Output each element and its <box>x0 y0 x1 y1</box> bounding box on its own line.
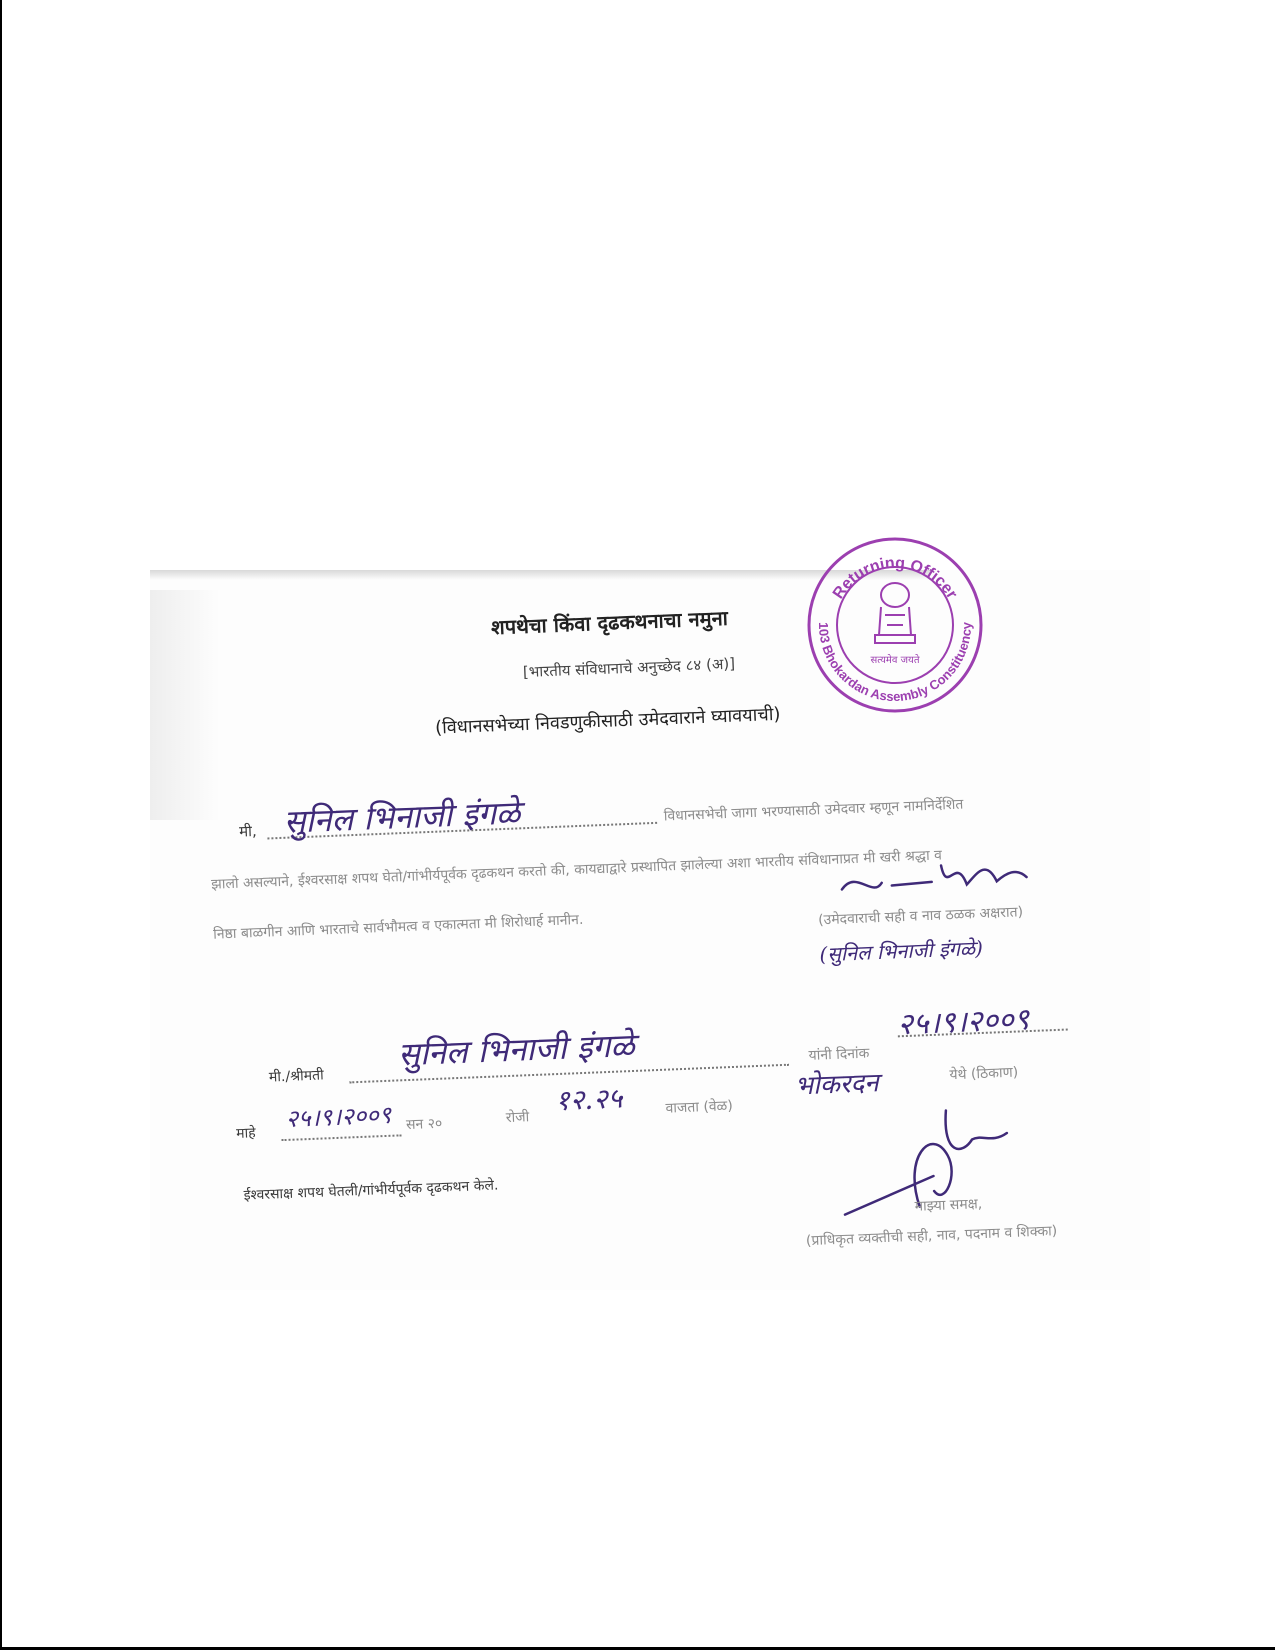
month-line <box>282 1134 402 1141</box>
candidate-handwritten-name: सुनिल भिनाजी इंगळे <box>283 793 521 841</box>
candidate-bracket-name: (सुनिल भिनाजी इंगळे) <box>819 935 984 967</box>
closing-line: ईश्वरसाक्ष शपथ घेतली/गांभीर्यपूर्वक दृढकथन केले. <box>243 1177 499 1204</box>
year-label: सन २० <box>405 1115 443 1134</box>
form-subtitle: [भारतीय संविधानाचे अनुच्छेद ८४ (अ)] <box>522 654 736 682</box>
authority-prefix: मी./श्रीमती <box>268 1067 324 1086</box>
time-label: रोजी <box>505 1109 530 1127</box>
candidate-prefix: मी, <box>238 821 258 841</box>
ashoka-emblem-icon <box>875 583 915 643</box>
candidate-signature <box>820 841 1042 910</box>
form-subtitle-election: (विधानसभेच्या निवडणुकीसाठी उमेदवाराने घ्यावयाची) <box>434 703 781 739</box>
candidate-signature-caption: (उमेदवाराची सही व नाव ठळक अक्षरात) <box>817 904 1024 929</box>
handwritten-date: २५।९।२००९ <box>896 1002 1030 1043</box>
stamp-bottom-text: 103 Bhokardan Assembly Constituency <box>815 622 975 705</box>
returning-officer-stamp <box>805 535 985 715</box>
form-title: शपथेचा किंवा दृढकथनाचा नमुना <box>490 605 729 640</box>
place-label: येथे (ठिकाण) <box>949 1064 1019 1084</box>
stamp-top-text: Returning Officer <box>829 554 961 602</box>
authority-caption: (प्राधिकृत व्यक्तीची सही, नाव, पदनाम व शिक्का) <box>805 1223 1058 1250</box>
authority-handwritten-name: सुनिल भिनाजी इंगळे <box>397 1025 636 1074</box>
time-suffix: वाजता (वेळ) <box>665 1098 734 1117</box>
handwritten-time: १२.२५ <box>554 1081 623 1118</box>
stamp-motto: सत्यमेव जयते <box>870 655 920 666</box>
oath-line-3: निष्ठा बाळगीन आणि भारताचे सार्वभौमत्व व एकात्मता मी शिरोधार्ह मानीन. <box>212 911 584 943</box>
date-label: यांनी दिनांक <box>808 1045 870 1064</box>
candidate-text-after-name: विधानसभेची जागा भरण्यासाठी उमेदवार म्हणून नामनिर्देशित <box>663 796 964 825</box>
handwritten-place: भोकरदन <box>794 1068 880 1102</box>
oath-line-2: झालो असल्याने, ईश्वरसाक्ष शपथ घेतो/गांभीर्यपूर्वक दृढकथन करतो की, कायद्याद्वारे प्रस्थापित झालेल्या अशा भारतीय संविधानाप्रत मी खरी श्रद्धा व <box>210 847 943 893</box>
month-label: माहे <box>235 1125 257 1142</box>
handwritten-month: २५।९।२००९ <box>285 1100 392 1133</box>
witness-label: माझ्या समक्ष, <box>914 1196 983 1215</box>
